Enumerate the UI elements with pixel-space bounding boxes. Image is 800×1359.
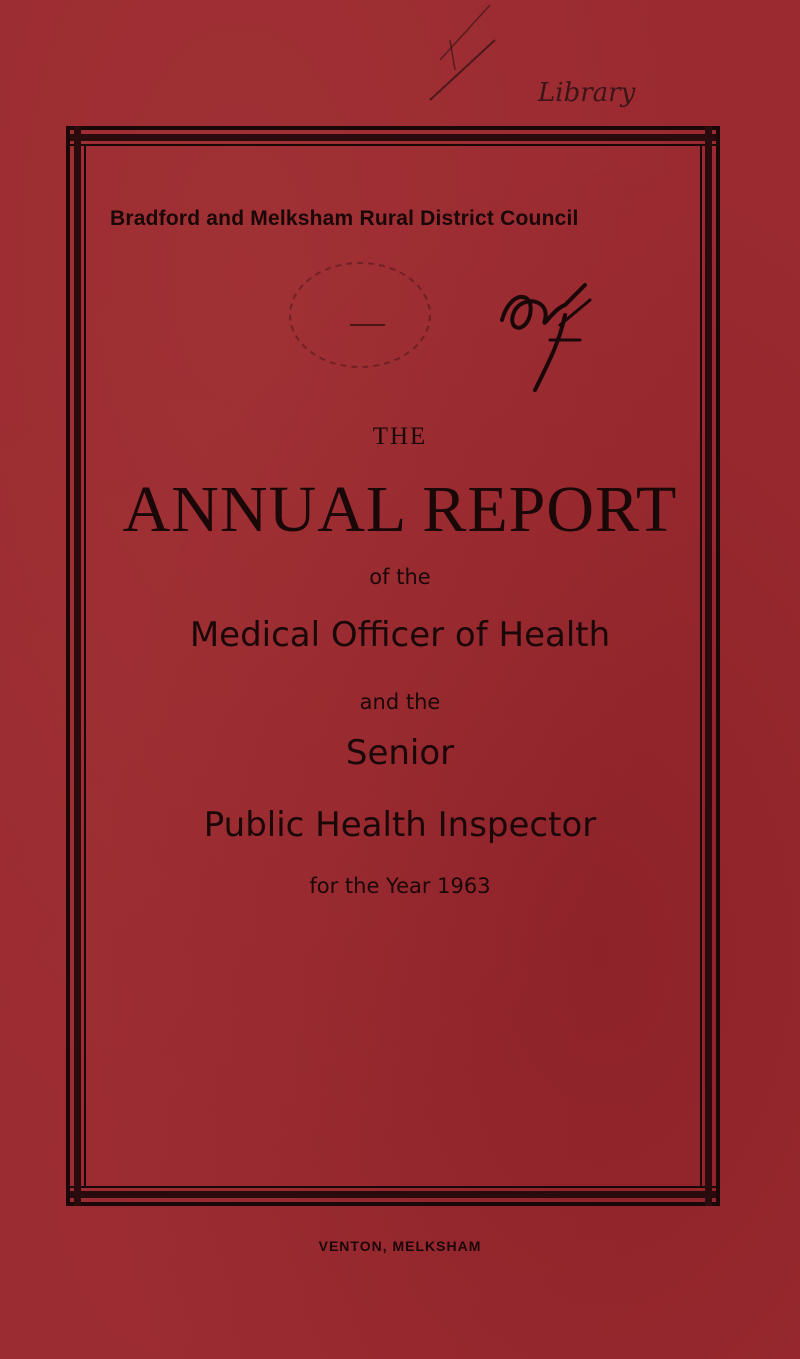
and-the-line: and the: [359, 690, 441, 714]
printer-imprint: VENTON, MELKSHAM: [318, 1238, 482, 1254]
year-line: for the Year 1963: [309, 874, 491, 898]
inspector-line: Public Health Inspector: [203, 805, 597, 845]
title-article: THE: [372, 423, 428, 450]
medical-officer-line: Medical Officer of Health: [189, 615, 611, 655]
of-the-line: of the: [369, 565, 431, 589]
library-stamp: [280, 255, 440, 375]
pencil-mark: [410, 0, 520, 110]
report-title: ANNUAL REPORT: [122, 473, 678, 546]
council-name: Bradford and Melksham Rural District Council: [110, 207, 579, 230]
senior-line: Senior: [345, 733, 455, 773]
handwritten-signature: [490, 280, 620, 400]
handwritten-library-note: Library: [538, 78, 636, 108]
